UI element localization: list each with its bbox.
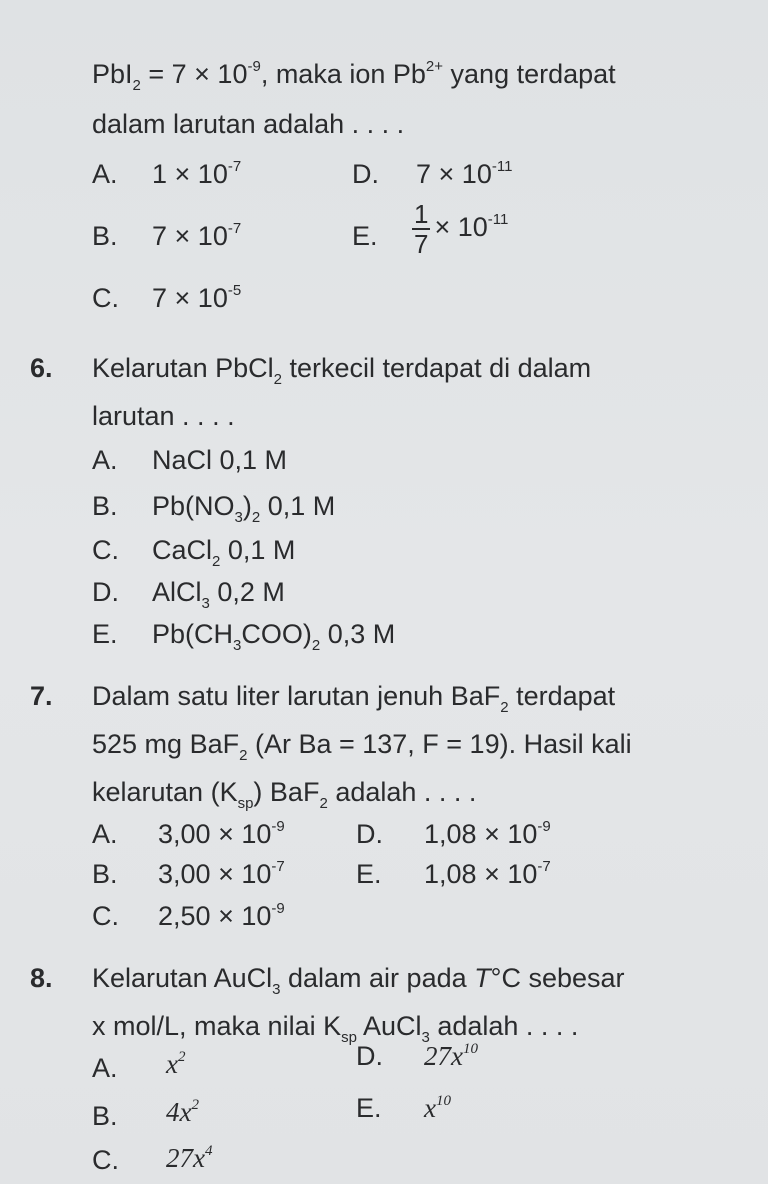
q6-option-a-letter[interactable]: A. xyxy=(92,445,118,475)
q5-option-c[interactable]: $7 \times 10^{-5}$ xyxy=(152,282,242,313)
q6-option-b-letter[interactable]: B. xyxy=(92,491,118,521)
q6-number: 6. xyxy=(30,353,53,383)
q5-option-c-letter[interactable]: C. xyxy=(92,283,119,313)
q6-option-d[interactable]: AlCl$_3$ 0,2 M xyxy=(152,577,285,612)
q6-stem-line1: Kelarutan PbCl$_2$ terkecil terdapat di dalam xyxy=(92,353,592,388)
q5-option-d-letter[interactable]: D. xyxy=(352,159,379,189)
q6-option-e-letter[interactable]: E. xyxy=(92,619,118,649)
q6-option-e[interactable]: $Pb(CH_3COO)_2$ 0,3 M xyxy=(152,619,396,654)
q7-stem-line2: 525 mg BaF$_2$ (Ar Ba = 137, F = 19). Hasil kali xyxy=(92,729,632,764)
q5-option-d[interactable]: $7 \times 10^{-11}$ xyxy=(416,158,513,189)
q7-option-a-letter[interactable]: A. xyxy=(92,819,118,849)
q5-stem-line1: $PbI_2 = 7 \times 10^{-9}$, maka ion $Pb^{2+}$ yang terdapat xyxy=(92,58,616,94)
q8-option-d-letter[interactable]: D. xyxy=(356,1041,383,1071)
q8-option-d[interactable]: $27x^{10}$ xyxy=(424,1041,478,1071)
q5-option-e-letter[interactable]: E. xyxy=(352,221,378,251)
q7-option-b[interactable]: $3,00 \times 10^{-7}$ xyxy=(158,858,285,889)
q8-stem-line2: x mol/L, maka nilai $K_{sp}$ AuCl$_3$ adalah . . . . xyxy=(92,1011,579,1046)
q7-number: 7. xyxy=(30,681,53,711)
q7-option-a[interactable]: $3,00 \times 10^{-9}$ xyxy=(158,818,285,849)
q6-option-d-letter[interactable]: D. xyxy=(92,577,119,607)
q8-option-b-letter[interactable]: B. xyxy=(92,1101,118,1131)
q6-option-a[interactable]: NaCl 0,1 M xyxy=(152,445,288,475)
q5-stem-tail: yang terdapat xyxy=(450,59,616,89)
q8-option-b[interactable]: $4x^2$ xyxy=(166,1097,199,1127)
q5-option-a-letter[interactable]: A. xyxy=(92,159,118,189)
q6-option-c-letter[interactable]: C. xyxy=(92,535,119,565)
q6-option-c[interactable]: CaCl$_2$ 0,1 M xyxy=(152,535,296,570)
q8-option-c[interactable]: $27x^4$ xyxy=(166,1143,213,1173)
q7-stem-line3: kelarutan $(K_{sp})$ BaF$_2$ adalah . . . . xyxy=(92,777,477,812)
q7-option-d-letter[interactable]: D. xyxy=(356,819,383,849)
q8-stem-line1: Kelarutan AuCl$_3$ dalam air pada T°C sebesar xyxy=(92,963,625,998)
q8-option-e[interactable]: $x^{10}$ xyxy=(424,1093,451,1123)
q7-stem-line1: Dalam satu liter larutan jenuh BaF$_2$ terdapat xyxy=(92,681,616,716)
q7-option-c-letter[interactable]: C. xyxy=(92,901,119,931)
q8-option-c-letter[interactable]: C. xyxy=(92,1145,119,1175)
q8-option-e-letter[interactable]: E. xyxy=(356,1093,382,1123)
q7-option-e-letter[interactable]: E. xyxy=(356,859,382,889)
fraction: $\frac{1}{7}$ xyxy=(414,199,429,259)
q5-option-b[interactable]: $7 \times 10^{-7}$ xyxy=(152,220,242,251)
q7-option-c[interactable]: $2,50 \times 10^{-9}$ xyxy=(158,900,285,931)
q5-stem-text: , maka ion xyxy=(260,59,386,89)
q8-number: 8. xyxy=(30,963,53,993)
q7-option-d[interactable]: $1,08 \times 10^{-9}$ xyxy=(424,818,551,849)
q6-option-b[interactable]: $Pb(NO_3)_2$ 0,1 M xyxy=(152,491,336,526)
q6-stem-line2: larutan . . . . xyxy=(92,401,235,431)
q5-option-b-letter[interactable]: B. xyxy=(92,221,118,251)
q8-option-a[interactable]: $x^2$ xyxy=(166,1049,186,1079)
q5-stem-line2: dalam larutan adalah . . . . xyxy=(92,109,405,139)
q5-option-e[interactable]: $\frac{1}{7}$ × $10^{-11}$ xyxy=(414,199,509,259)
q7-option-b-letter[interactable]: B. xyxy=(92,859,118,889)
q7-option-e[interactable]: $1,08 \times 10^{-7}$ xyxy=(424,858,551,889)
q8-option-a-letter[interactable]: A. xyxy=(92,1053,118,1083)
q5-option-a[interactable]: $1 \times 10^{-7}$ xyxy=(152,158,242,189)
